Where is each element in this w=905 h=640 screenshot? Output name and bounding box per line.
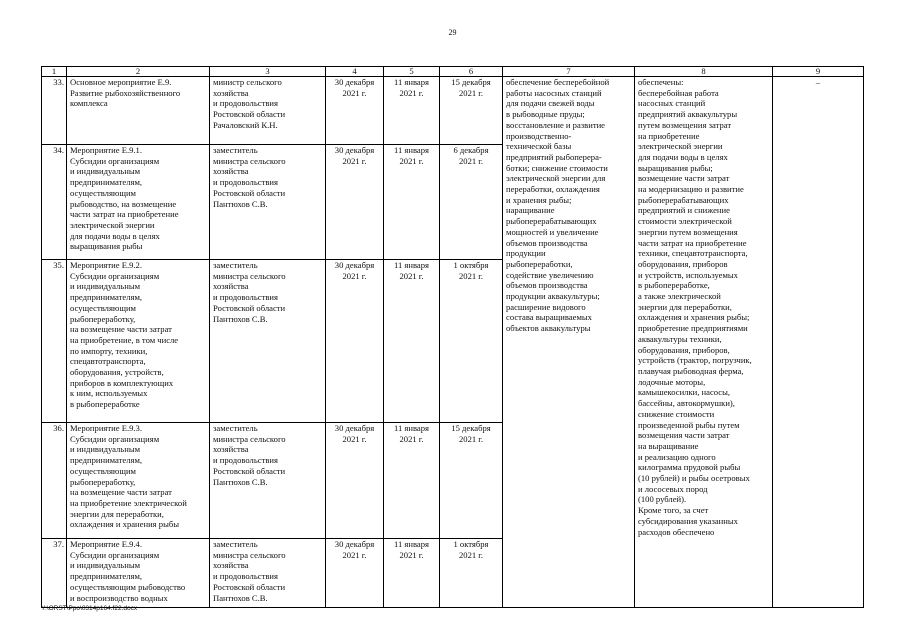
start-date: 30 декабря 2021 г. — [326, 423, 384, 539]
responsible: заместитель министра сельского хозяйства и продовольствия Ростовской области Пантюхов С.В. — [210, 539, 326, 608]
event-name: Мероприятие Е.9.3. Субсидии организациям и индивидуальным предпринимателям, осуществляющим рыбопереработку, на возмещение части затрат на приобретение электрической энергии для переработки, охлаждения и хранения рыбы — [67, 423, 210, 539]
header-cell: 3 — [210, 67, 326, 77]
end-date: 11 января 2021 г. — [384, 539, 440, 608]
event-name: Мероприятие Е.9.1. Субсидии организациям и индивидуальным предпринимателям, осуществляющим рыбоводство, на возмещение части затрат на приобретение электрической энергии для подачи воды в целях выращивания рыбы — [67, 145, 210, 260]
end-date: 11 января 2021 г. — [384, 77, 440, 145]
header-cell: 9 — [773, 67, 864, 77]
start-date: 30 декабря 2021 г. — [326, 77, 384, 145]
responsible: заместитель министра сельского хозяйства и продовольствия Ростовской области Пантюхов С.В. — [210, 260, 326, 423]
row-number: 34. — [42, 145, 67, 260]
end-date: 11 января 2021 г. — [384, 423, 440, 539]
event-name: Основное мероприятие Е.9. Развитие рыбохозяйственного комплекса — [67, 77, 210, 145]
header-cell: 8 — [635, 67, 773, 77]
responsible: заместитель министра сельского хозяйства и продовольствия Ростовской области Пантюхов С.В. — [210, 423, 326, 539]
deadline-date: 15 декабря 2021 г. — [440, 423, 503, 539]
header-cell: 4 — [326, 67, 384, 77]
header-cell: 1 — [42, 67, 67, 77]
expected-result: обеспечение бесперебойной работы насосных станций для подачи свежей воды в рыбоводные пруды; восстановление и развитие производственно- технической базы предприятий рыбоперера- ботки; снижение стоимости электрической энергии для переработки, охлаждения и хранения рыбы; наращивание рыбоперерабатывающих мощностей и увеличение объемов производства продукции рыбопереработки, содействие увеличению объемов производства продукции аквакультуры; расширение видового состава выращиваемых объектов аквакультуры — [503, 77, 635, 608]
start-date: 30 декабря 2021 г. — [326, 539, 384, 608]
row-number: 35. — [42, 260, 67, 423]
header-cell: 5 — [384, 67, 440, 77]
start-date: 30 декабря 2021 г. — [326, 145, 384, 260]
events-table — [41, 66, 864, 608]
header-row — [42, 67, 864, 77]
header-cell: 2 — [67, 67, 210, 77]
row-number: 37. — [42, 539, 67, 608]
page-number: 29 — [448, 28, 457, 37]
row-number: 33. — [42, 77, 67, 145]
event-name: Мероприятие Е.9.2. Субсидии организациям и индивидуальным предпринимателям, осуществляющим рыбопереработку, на возмещение части затрат на приобретение, в том числе по импорту, техники, спецавтотранспорта, оборудования, устройств, приборов в комплектующих к ним, используемых в рыбопереработке — [67, 260, 210, 423]
end-date: 11 января 2021 г. — [384, 260, 440, 423]
event-name: Мероприятие Е.9.4. Субсидии организациям и индивидуальным предпринимателям, осуществляющим рыбоводство и воспроизводство водных — [67, 539, 210, 608]
table-row — [42, 77, 864, 145]
row-number: 36. — [42, 423, 67, 539]
header-cell: 6 — [440, 67, 503, 77]
deadline-date: 15 декабря 2021 г. — [440, 77, 503, 145]
start-date: 30 декабря 2021 г. — [326, 260, 384, 423]
responsible: заместитель министра сельского хозяйства и продовольствия Ростовской области Пантюхов С.В. — [210, 145, 326, 260]
end-date: 11 января 2021 г. — [384, 145, 440, 260]
header-cell: 7 — [503, 67, 635, 77]
responsible: министр сельского хозяйства и продовольствия Ростовской области Рачаловский К.Н. — [210, 77, 326, 145]
deadline-date: 1 октября 2021 г. — [440, 260, 503, 423]
deadline-date: 1 октября 2021 г. — [440, 539, 503, 608]
achieved-result: обеспечены: бесперебойная работа насосных станций предприятий аквакультуры путем возмещения затрат на приобретение электрической энергии для подачи воды в целях выращивания рыбы; возмещение части затрат на модернизацию и развитие рыбоперерабатывающих предприятий и снижение стоимости электрической энергии путем возмещения части затрат на приобретение техники, спецавтотранспорта, оборудования, приборов и устройств, используемых в рыбопереработке, а также электрической энергии для переработки, охлаждения и хранения рыбы; приобретение предприятиями аквакультуры техники, оборудования, приборов, устройств (трактор, погрузчик, плавучая рыбоводная ферма, лодочные моторы, камышекосилки, насосы, бассейны, автокормушки), снижение стоимости произведенной рыбы путем возмещения части затрат на выращивание и реализацию одного килограмма прудовой рыбы (10 рублей) и рыбы осетровых и лососевых пород (100 рублей). Кроме того, за счет субсидирования указанных расходов обеспечено — [635, 77, 773, 608]
notes: – — [773, 77, 864, 608]
deadline-date: 6 декабря 2021 г. — [440, 145, 503, 260]
file-path-footer: Y:\ORST\Ppo\0314p164.f22.docx — [41, 605, 138, 612]
